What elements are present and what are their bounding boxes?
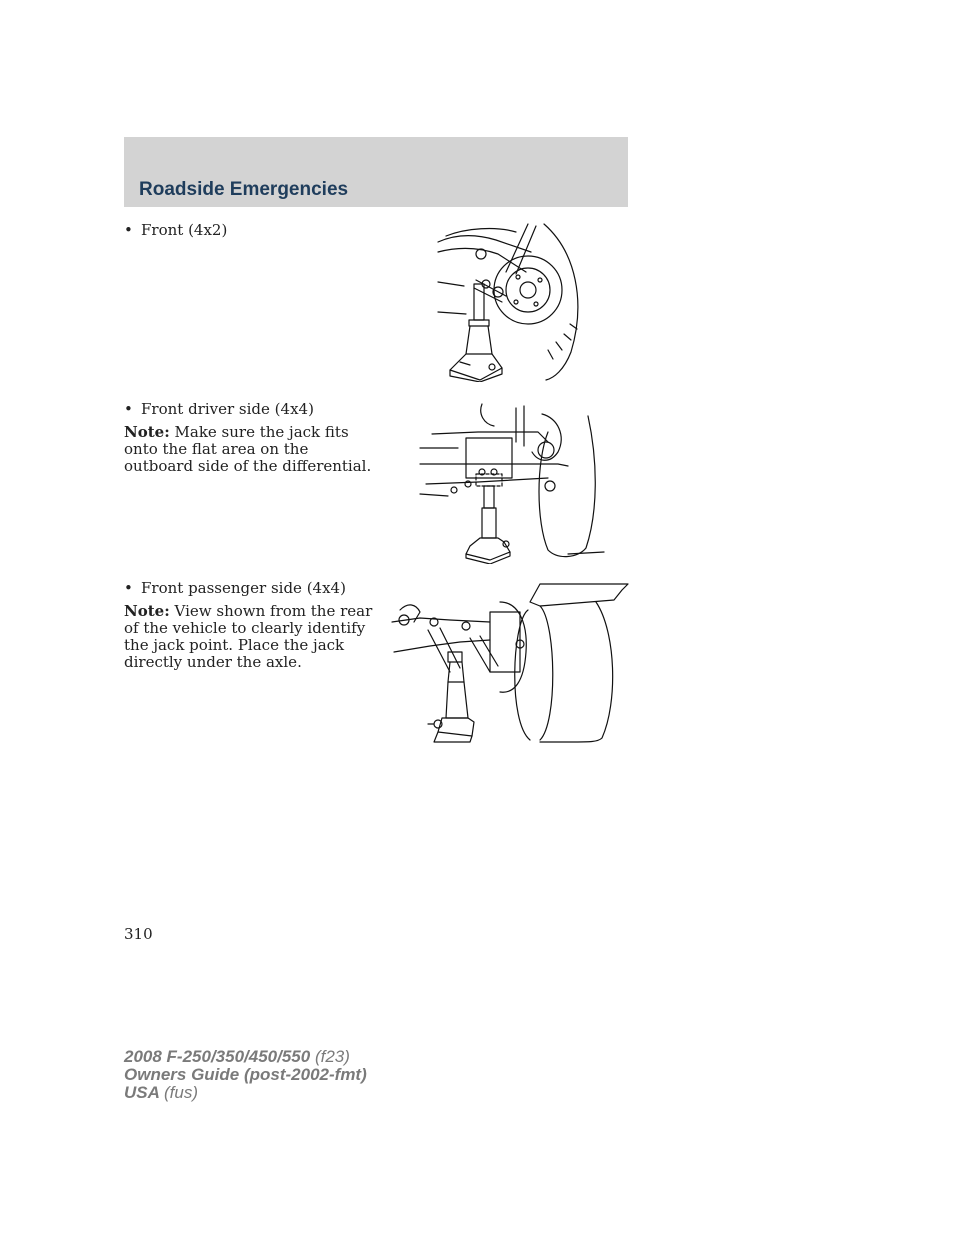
footer-model-code: (f23) (314, 1047, 350, 1066)
bullet-dot: • (124, 579, 133, 597)
footer-line-model (124, 1048, 367, 1066)
bullet-text: Front (4x2) (141, 221, 228, 239)
section-title: Roadside Emergencies (139, 179, 349, 200)
bullet-item (124, 222, 376, 239)
bullet-text: Front driver side (4x4) (141, 400, 314, 418)
footer-line-guide (124, 1066, 367, 1084)
document-footer (124, 1048, 367, 1102)
bullet-dot: • (124, 400, 133, 418)
footer-region: USA (124, 1083, 160, 1102)
note-label: Note: (124, 423, 170, 441)
footer-region-code: (fus) (164, 1083, 198, 1102)
section-front-4x2 (124, 222, 376, 245)
section-front-driver-4x4 (124, 401, 376, 475)
note-paragraph (124, 424, 376, 475)
note-paragraph (124, 603, 376, 671)
jack-point-front-driver-4x4-illustration (418, 402, 608, 564)
section-front-passenger-4x4 (124, 580, 376, 671)
note-label: Note: (124, 602, 170, 620)
bullet-dot: • (124, 221, 133, 239)
section-header-band (124, 137, 628, 207)
footer-model: 2008 F-250/350/450/550 (124, 1047, 311, 1066)
note-text: Make sure the jack fits onto the flat area on the outboard side of the differential. (124, 423, 372, 475)
page-number: 310 (124, 925, 153, 943)
footer-guide: Owners Guide (post-2002-fmt) (124, 1065, 367, 1084)
bullet-item (124, 580, 376, 597)
bullet-text: Front passenger side (4x4) (141, 579, 346, 597)
note-text: View shown from the rear of the vehicle to clearly identify the jack point. Place the jack directly under the axle. (124, 602, 373, 671)
jack-point-front-4x2-illustration (436, 222, 588, 382)
bullet-item (124, 401, 376, 418)
jack-point-front-passenger-4x4-illustration (390, 582, 630, 744)
footer-line-region (124, 1084, 367, 1102)
